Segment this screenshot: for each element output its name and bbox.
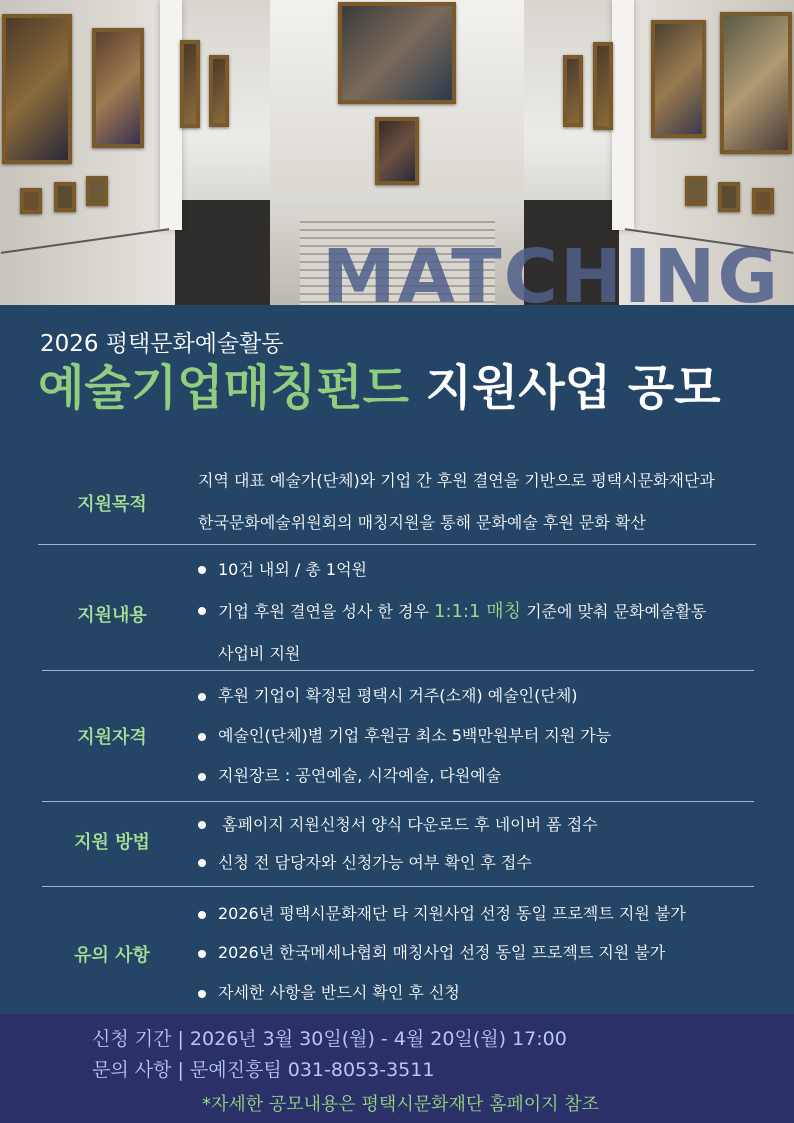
painting bbox=[718, 182, 740, 212]
contact-info: 문의 사항 | 문예진흥팀 031-8053-3511 bbox=[92, 1059, 435, 1081]
section-content bbox=[38, 545, 756, 670]
matching-ratio-highlight: 1:1:1 매칭 bbox=[434, 601, 521, 622]
painting bbox=[54, 182, 76, 212]
application-period: 신청 기간 | 2026년 3월 30일(월) - 4월 20일(월) 17:00 bbox=[92, 1028, 567, 1050]
painting bbox=[86, 176, 108, 206]
painting bbox=[92, 28, 144, 148]
section-notes bbox=[38, 887, 756, 1014]
bullet-icon bbox=[198, 990, 206, 998]
matching-watermark: MATCHING bbox=[322, 234, 781, 320]
content-item-text: 기준에 맞춰 문화예술활동 bbox=[526, 602, 707, 621]
notes-item: 2026년 한국메세나협회 매칭사업 선정 동일 프로젝트 지원 불가 bbox=[218, 943, 666, 962]
painting bbox=[375, 117, 419, 185]
left-passage bbox=[175, 200, 270, 305]
painting bbox=[209, 55, 229, 127]
footer-note: *자세한 공모내용은 평택시문화재단 홈페이지 참조 bbox=[202, 1094, 600, 1115]
footer bbox=[0, 1014, 794, 1123]
painting bbox=[563, 55, 583, 127]
painting bbox=[593, 42, 613, 130]
painting bbox=[720, 12, 792, 154]
content-item bbox=[218, 597, 706, 623]
title-rest: 지원사업 공모 bbox=[425, 360, 721, 416]
section-label: 지원 방법 bbox=[74, 832, 150, 853]
painting bbox=[180, 40, 200, 128]
painting bbox=[2, 14, 72, 164]
eligibility-item: 예술인(단체)별 기업 후원금 최소 5백만원부터 지원 가능 bbox=[218, 726, 612, 745]
eligibility-item: 후원 기업이 확정된 평택시 거주(소재) 예술인(단체) bbox=[218, 686, 578, 705]
painting bbox=[20, 188, 42, 214]
poster-title bbox=[38, 360, 721, 418]
method-item: 홈페이지 지원신청서 양식 다운로드 후 네이버 폼 접수 bbox=[222, 815, 598, 834]
purpose-line: 한국문화예술위원회의 매칭지원을 통해 문화예술 후원 문화 확산 bbox=[198, 513, 646, 532]
bullet-icon bbox=[198, 607, 206, 615]
section-label: 지원내용 bbox=[77, 605, 147, 626]
bullet-icon bbox=[198, 859, 206, 867]
bullet-icon bbox=[198, 733, 206, 741]
left-pillar bbox=[160, 0, 182, 230]
bullet-icon bbox=[198, 911, 206, 919]
painting bbox=[338, 2, 456, 104]
painting bbox=[685, 176, 707, 206]
notes-item: 자세한 사항을 반드시 확인 후 신청 bbox=[218, 983, 460, 1002]
section-purpose bbox=[38, 460, 756, 544]
eligibility-item: 지원장르 : 공연예술, 시각예술, 다원예술 bbox=[218, 766, 502, 785]
notes-item: 2026년 평택시문화재단 타 지원사업 선정 동일 프로젝트 지원 불가 bbox=[218, 904, 686, 923]
section-label: 유의 사항 bbox=[74, 945, 150, 966]
section-eligibility bbox=[38, 671, 756, 801]
title-highlight: 예술기업매칭펀드 bbox=[38, 360, 409, 416]
method-item: 신청 전 담당자와 신청가능 여부 확인 후 접수 bbox=[218, 853, 532, 872]
right-pillar bbox=[612, 0, 634, 230]
bullet-icon bbox=[198, 566, 206, 574]
section-label: 지원자격 bbox=[77, 727, 147, 748]
section-label: 지원목적 bbox=[77, 494, 147, 515]
painting bbox=[752, 188, 774, 214]
bullet-icon bbox=[198, 693, 206, 701]
section-method bbox=[38, 802, 756, 886]
bullet-icon bbox=[198, 773, 206, 781]
content-item: 10건 내외 / 총 1억원 bbox=[218, 560, 368, 579]
painting bbox=[651, 20, 706, 138]
bullet-icon bbox=[198, 821, 206, 829]
content-item-text: 기업 후원 결연을 성사 한 경우 bbox=[218, 602, 429, 621]
purpose-line: 지역 대표 예술가(단체)와 기업 간 후원 결연을 기반으로 평택시문화재단과 bbox=[198, 471, 715, 490]
bullet-icon bbox=[198, 950, 206, 958]
poster-subtitle: 2026 평택문화예술활동 bbox=[40, 331, 284, 357]
content-item-continuation: 사업비 지원 bbox=[218, 644, 301, 663]
